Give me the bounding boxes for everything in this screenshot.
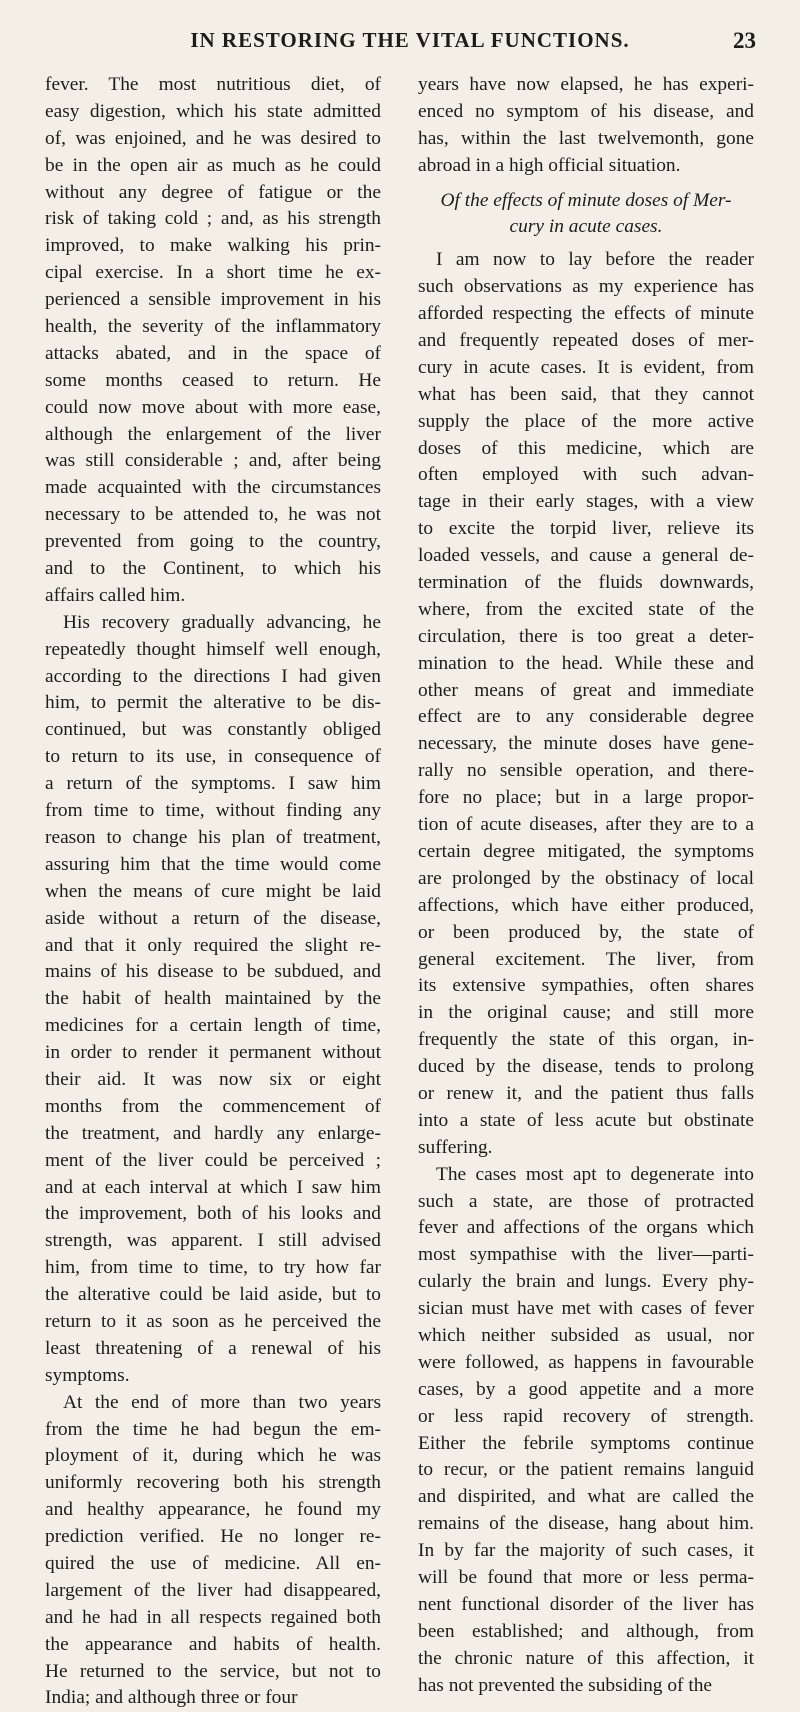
text-line: most sympathise with the liver—parti- xyxy=(418,1244,754,1266)
text-line: ployment of it, during which he was xyxy=(45,1445,381,1467)
text-line: In by far the majority of such cases, it xyxy=(418,1540,754,1562)
text-line: tage in their early stages, with a view xyxy=(418,491,754,513)
text-line: be in the open air as much as he could xyxy=(45,154,381,176)
text-line: repeatedly thought himself well enough, xyxy=(45,638,381,660)
text-line: Either the febrile symptoms continue xyxy=(418,1432,754,1454)
text-line: nent functional disorder of the liver has xyxy=(418,1593,754,1615)
text-line: or less rapid recovery of strength. xyxy=(418,1405,754,1427)
text-line: a return of the symptoms. I saw him xyxy=(45,773,381,795)
section-heading: Of the effects of minute doses of Mer- xyxy=(440,189,732,211)
text-line: I am now to lay before the reader xyxy=(436,249,754,271)
text-line: tion of acute diseases, after they are to a xyxy=(418,814,754,836)
text-line: when the means of cure might be laid xyxy=(45,880,381,902)
text-line: general excitement. The liver, from xyxy=(418,948,754,970)
text-line: to return to its use, in consequence of xyxy=(45,746,381,768)
text-line: mination to the head. While these and xyxy=(418,652,754,674)
text-line: remains of the disease, hang about him. xyxy=(418,1513,754,1535)
text-line: cipal exercise. In a short time he ex- xyxy=(45,262,381,284)
text-line: and frequently repeated doses of mer- xyxy=(418,330,754,352)
text-line: certain degree mitigated, the symptoms xyxy=(418,840,754,862)
text-line: been established; and although, from xyxy=(418,1620,754,1642)
text-line: could now move about with more ease, xyxy=(45,396,381,418)
text-line: will be found that more or less perma- xyxy=(418,1566,754,1588)
text-line: often employed with such advan- xyxy=(418,464,754,486)
text-line: fore no place; but in a large propor- xyxy=(418,787,754,809)
text-line: such a state, are those of protracted xyxy=(418,1190,754,1212)
text-line: other means of great and immediate xyxy=(418,679,754,701)
text-line: largement of the liver had disappeared, xyxy=(45,1579,381,1601)
text-line: the chronic nature of this affection, it xyxy=(418,1647,754,1669)
text-line: enced no symptom of his disease, and xyxy=(418,100,754,122)
text-line: years have now elapsed, he has experi- xyxy=(418,74,754,95)
text-line: without any degree of fatigue or the xyxy=(45,181,381,203)
text-line: cases, by a good appetite and a more xyxy=(418,1378,754,1400)
text-line: some months ceased to return. He xyxy=(45,369,381,391)
text-line: risk of taking cold ; and, as his strength xyxy=(45,208,381,230)
text-line: least threatening of a renewal of his xyxy=(45,1337,381,1359)
text-line: continued, but was constantly obliged xyxy=(45,719,381,741)
text-line: frequently the state of this organ, in- xyxy=(418,1029,754,1051)
text-line: in the original cause; and still more xyxy=(418,1002,754,1024)
text-line: improved, to make walking his prin- xyxy=(45,235,381,257)
text-line: effect are to any considerable degree xyxy=(418,706,754,728)
text-line: in order to render it permanent without xyxy=(45,1042,381,1064)
text-line: from time to time, without finding any xyxy=(45,800,381,822)
text-line: quired the use of medicine. All en- xyxy=(45,1552,381,1574)
text-line: duced by the disease, tends to prolong xyxy=(418,1056,754,1078)
text-line: The cases most apt to degenerate into xyxy=(436,1163,754,1185)
text-line: circulation, there is too great a deter- xyxy=(418,625,754,647)
text-line: doses of this medicine, which are xyxy=(418,437,754,459)
text-line: return to it as soon as he perceived the xyxy=(45,1310,381,1332)
text-line: and healthy appearance, he found my xyxy=(45,1499,381,1521)
text-line: health, the severity of the inflammatory xyxy=(45,316,381,338)
text-line: the alterative could be laid aside, but to xyxy=(45,1284,381,1306)
text-line: aside without a return of the disease, xyxy=(45,907,381,929)
text-line: and at each interval at which I saw him xyxy=(45,1176,381,1198)
text-line: him, to permit the alterative to be dis- xyxy=(45,692,381,714)
text-line: from the time he had begun the em- xyxy=(45,1418,381,1440)
text-line: their aid. It was now six or eight xyxy=(45,1068,381,1090)
text-line: affections, which have either produced, xyxy=(418,894,754,916)
text-line: cury in acute cases. It is evident, from xyxy=(418,356,754,378)
text-line: and that it only required the slight re- xyxy=(45,934,381,956)
text-line: were followed, as happens in favourable xyxy=(418,1351,754,1373)
text-line: At the end of more than two years xyxy=(63,1391,381,1413)
text-line: India; and although three or four xyxy=(45,1687,298,1709)
text-line: and he had in all respects regained both xyxy=(45,1606,381,1628)
text-line: or been produced by, the state of xyxy=(418,921,754,943)
text-line: sician must have met with cases of fever xyxy=(418,1298,754,1320)
text-line: afforded respecting the effects of minute xyxy=(418,303,754,325)
text-line: suffering. xyxy=(418,1136,493,1158)
text-line: abroad in a high official situation. xyxy=(418,154,681,176)
text-line: has not prevented the subsiding of the xyxy=(418,1674,713,1696)
text-line: which neither subsided as usual, nor xyxy=(418,1324,754,1346)
left-column xyxy=(45,72,381,1712)
text-line: the treatment, and hardly any enlarge- xyxy=(45,1122,381,1144)
text-line: supply the place of the more active xyxy=(418,410,754,432)
text-line: mains of his disease to be subdued, and xyxy=(45,961,381,983)
text-line: into a state of less acute but obstinate xyxy=(418,1109,754,1131)
text-line: assuring him that the time would come xyxy=(45,853,381,875)
text-line: made acquainted with the circumstances xyxy=(45,477,381,499)
text-line: strength, was apparent. I still advised xyxy=(45,1230,381,1252)
text-line: prevented from going to the country, xyxy=(45,531,381,553)
text-line: such observations as my experience has xyxy=(418,276,754,298)
right-column xyxy=(418,72,754,1699)
text-line: to recur, or the patient remains languid xyxy=(418,1459,754,1481)
text-line: the improvement, both of his looks and xyxy=(45,1203,381,1225)
text-line: symptoms. xyxy=(45,1364,130,1386)
text-line: him, from time to time, to try how far xyxy=(45,1257,381,1279)
section-heading: cury in acute cases. xyxy=(509,216,663,238)
text-line: its extensive sympathies, often shares xyxy=(418,975,754,997)
text-line: of, was enjoined, and he was desired to xyxy=(45,127,381,149)
text-line: the appearance and habits of health. xyxy=(45,1633,381,1655)
page-number: 23 xyxy=(733,28,756,53)
text-line: rally no sensible operation, and there- xyxy=(418,760,754,782)
text-line: the habit of health maintained by the xyxy=(45,988,381,1010)
text-line: according to the directions I had given xyxy=(45,665,381,687)
text-line: He returned to the service, but not to xyxy=(45,1660,381,1682)
text-line: was still considerable ; and, after being xyxy=(45,450,381,472)
text-line: easy digestion, which his state admitted xyxy=(45,100,381,122)
text-line: and to the Continent, to which his xyxy=(45,558,381,580)
text-line: are prolonged by the obstinacy of local xyxy=(418,867,754,889)
text-line: to excite the torpid liver, relieve its xyxy=(418,518,754,540)
text-line: fever and affections of the organs which xyxy=(418,1217,754,1239)
text-line: cularly the brain and lungs. Every phy- xyxy=(418,1271,754,1293)
text-line: where, from the excited state of the xyxy=(418,598,754,620)
text-line: termination of the fluids downwards, xyxy=(418,572,754,594)
text-line: has, within the last twelvemonth, gone xyxy=(418,127,754,149)
text-line: or renew it, and the patient thus falls xyxy=(418,1082,754,1104)
text-line: and dispirited, and what are called the xyxy=(418,1486,754,1508)
text-line: perienced a sensible improvement in his xyxy=(45,289,381,311)
text-line: although the enlargement of the liver xyxy=(45,423,381,445)
text-line: ment of the liver could be perceived ; xyxy=(45,1149,381,1171)
text-line: His recovery gradually advancing, he xyxy=(63,611,381,633)
text-line: necessary, the minute doses have gene- xyxy=(418,733,754,755)
text-line: necessary to be attended to, he was not xyxy=(45,504,381,526)
text-line: medicines for a certain length of time, xyxy=(45,1015,381,1037)
text-line: uniformly recovering both his strength xyxy=(45,1472,381,1494)
text-line: prediction verified. He no longer re- xyxy=(45,1526,381,1548)
text-line: what has been said, that they cannot xyxy=(418,383,754,405)
text-line: loaded vessels, and cause a general de- xyxy=(418,545,754,567)
text-line: months from the commencement of xyxy=(45,1095,381,1117)
running-head: IN RESTORING THE VITAL FUNCTIONS. xyxy=(190,28,630,52)
text-line: attacks abated, and in the space of xyxy=(45,342,381,364)
text-line: fever. The most nutritious diet, of xyxy=(45,74,381,95)
text-line: reason to change his plan of treatment, xyxy=(45,826,381,848)
page-header xyxy=(60,22,760,58)
text-line: affairs called him. xyxy=(45,584,186,606)
